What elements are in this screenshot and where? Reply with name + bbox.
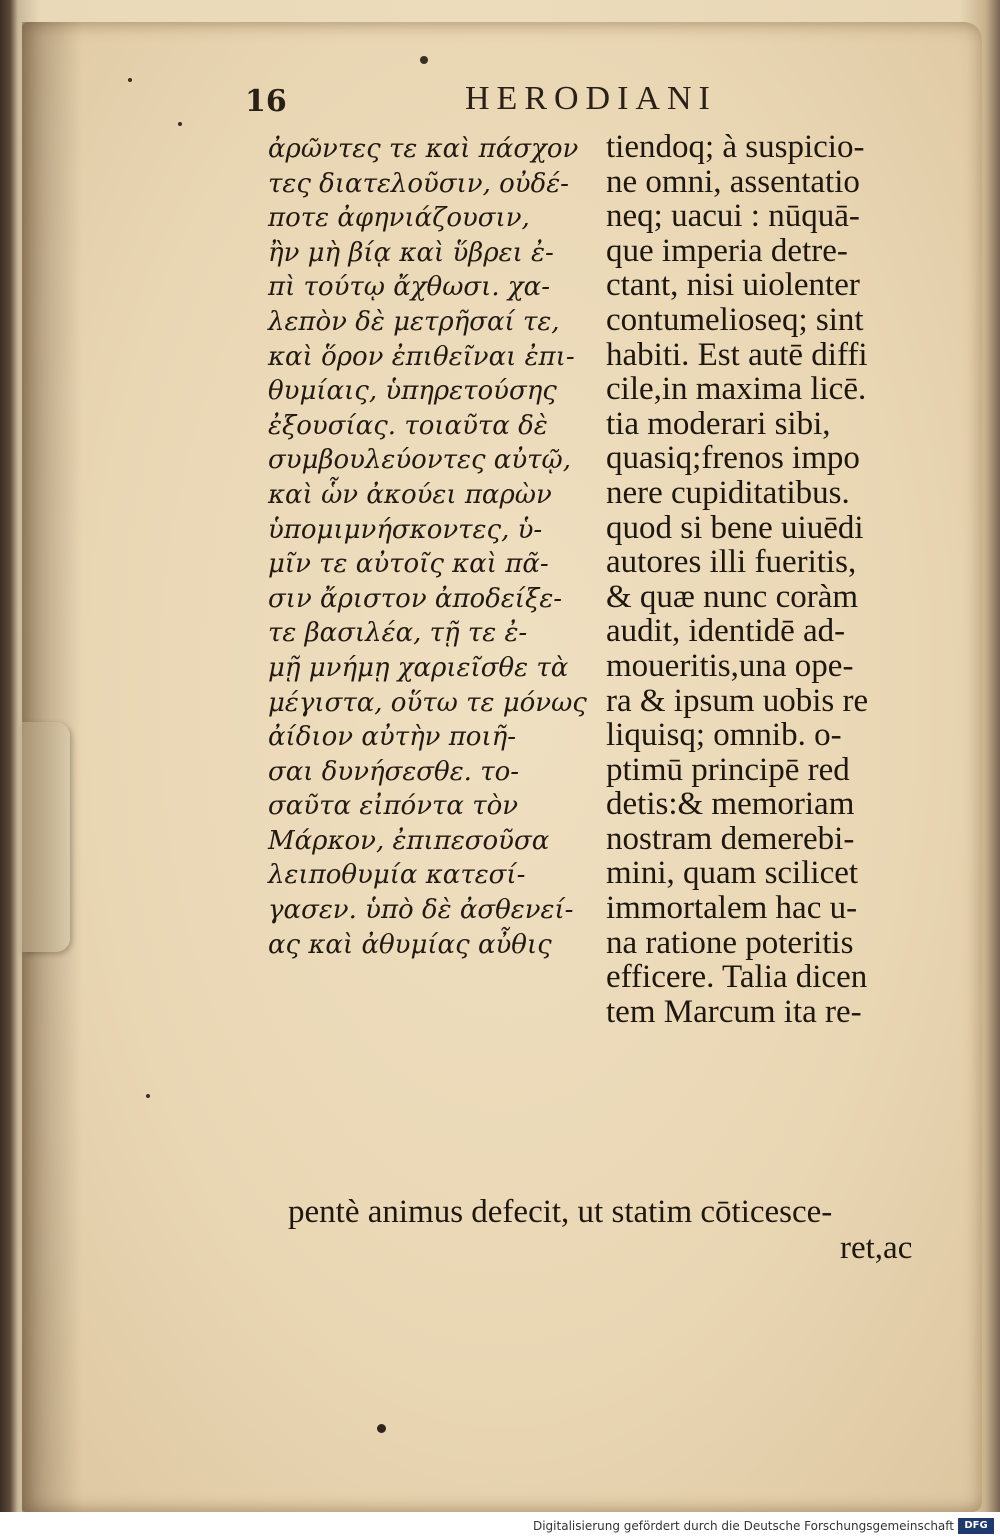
greek-line: θυμίαις, ὑπηρετούσης [268,376,557,407]
ink-dot-bottom [377,1424,386,1433]
greek-line: τε βασιλέα, τῇ τε ἐ- [268,618,528,649]
latin-line: efficere. Talia dicen [606,959,868,996]
latin-line: tia moderari sibi, [606,405,831,442]
latin-line: na ratione poteritis [606,924,854,961]
ink-speck [178,122,182,126]
latin-line: nere cupiditatibus. [606,474,850,511]
ink-speck [128,78,132,82]
latin-line: cile,in maxima licē. [606,371,867,408]
latin-line: quod si bene uiuēdi [606,509,864,546]
latin-continuation-line: pentè animus defecit, ut statim cōticesce- [288,1194,833,1230]
greek-line: σιν ἄριστον ἀποδείξε- [268,583,563,614]
latin-line: ptimū principē red [606,751,850,788]
latin-line: tem Marcum ita re- [606,993,862,1030]
greek-line: καὶ ὅρον ἐπιθεῖναι ἐπι- [268,341,575,372]
greek-line: Μάρκον, ἐπιπεσοῦσα [268,825,550,856]
greek-line: μῖν τε αὐτοῖς καὶ πᾶ- [268,549,549,580]
greek-line: ἢν μὴ βίᾳ καὶ ὕβρει ἐ- [268,237,554,268]
latin-final-line: ret,ac [840,1230,913,1266]
greek-line: λεπὸν δὲ μετρῆσαί τε, [268,306,560,337]
footer-credit: Digitalisierung gefördert durch die Deutsche Forschungsgemeinschaft [532,1519,954,1533]
greek-line: ας καὶ ἀθυμίας αὖθις [268,929,552,960]
greek-line: τες διατελοῦσιν, οὐδέ- [268,168,569,199]
latin-line: moueritis,una ope- [606,647,854,684]
latin-line: contumelioseq; sint [606,301,864,338]
greek-line: λειποθυμία κατεσί- [268,860,526,891]
running-head-title: HERODIANI [465,80,717,117]
latin-line: autores illi fueritis, [606,544,857,581]
greek-line: ποτε ἀφηνιάζουσιν, [268,203,530,234]
latin-line: immortalem hac u- [606,890,858,927]
digitization-footer [0,1512,1000,1538]
greek-line: μέγιστα, οὕτω τε μόνως [268,687,587,718]
latin-line: ctant, nisi uiolenter [606,267,860,304]
latin-line: ra & ipsum uobis re [606,682,869,719]
latin-line: mini, quam scilicet [606,855,859,892]
greek-line: ἀρῶντες τε καὶ πάσχον [268,134,579,164]
page-edge-tab [22,722,70,952]
latin-line: nostram demerebi- [606,820,855,857]
greek-line: ἐξουσίας. τοιαῦτα δὲ [268,410,548,441]
greek-line: σαι δυνήσεσθε. το- [268,756,520,787]
greek-line: γασεν. ὑπὸ δὲ ἀσθενεί- [268,895,574,926]
page-number: 16 [245,84,287,119]
greek-line: ὑπομιμνήσκοντες, ὑ- [268,514,543,545]
greek-line: ἀίδιον αὐτὴν ποιῆ- [268,722,517,753]
latin-line: habiti. Est autē diffi [606,336,868,373]
latin-line: que imperia detre- [606,232,848,269]
latin-line: audit, identidē ad- [606,613,846,650]
latin-line: ne omni, assentatio [606,163,860,200]
latin-line: neq; uacui : nūquā- [606,198,860,235]
latin-line: & quæ nunc coràm [606,578,859,615]
latin-line: detis:& memoriam [606,786,855,823]
greek-text-column [268,132,608,962]
latin-line: liquisq; omnib. o- [606,717,842,754]
greek-line: συμβουλεύοντες αὐτῷ, [268,445,572,476]
greek-line: μῇ μνήμῃ χαριεῖσθε τὰ [268,652,569,683]
greek-line: σαῦτα εἰπόντα τὸν [268,791,519,822]
ink-dot-top [420,56,428,64]
ink-speck [146,1094,150,1098]
greek-line: πὶ τούτῳ ἄχθωσι. χα- [268,272,550,303]
greek-line: καὶ ὧν ἀκούει παρὼν [268,479,552,510]
dfg-logo: DFG [958,1518,994,1534]
latin-line: quasiq;frenos impo [606,440,860,477]
latin-line: tiendoq; à suspicio- [606,129,865,165]
latin-text-column [606,130,936,1029]
